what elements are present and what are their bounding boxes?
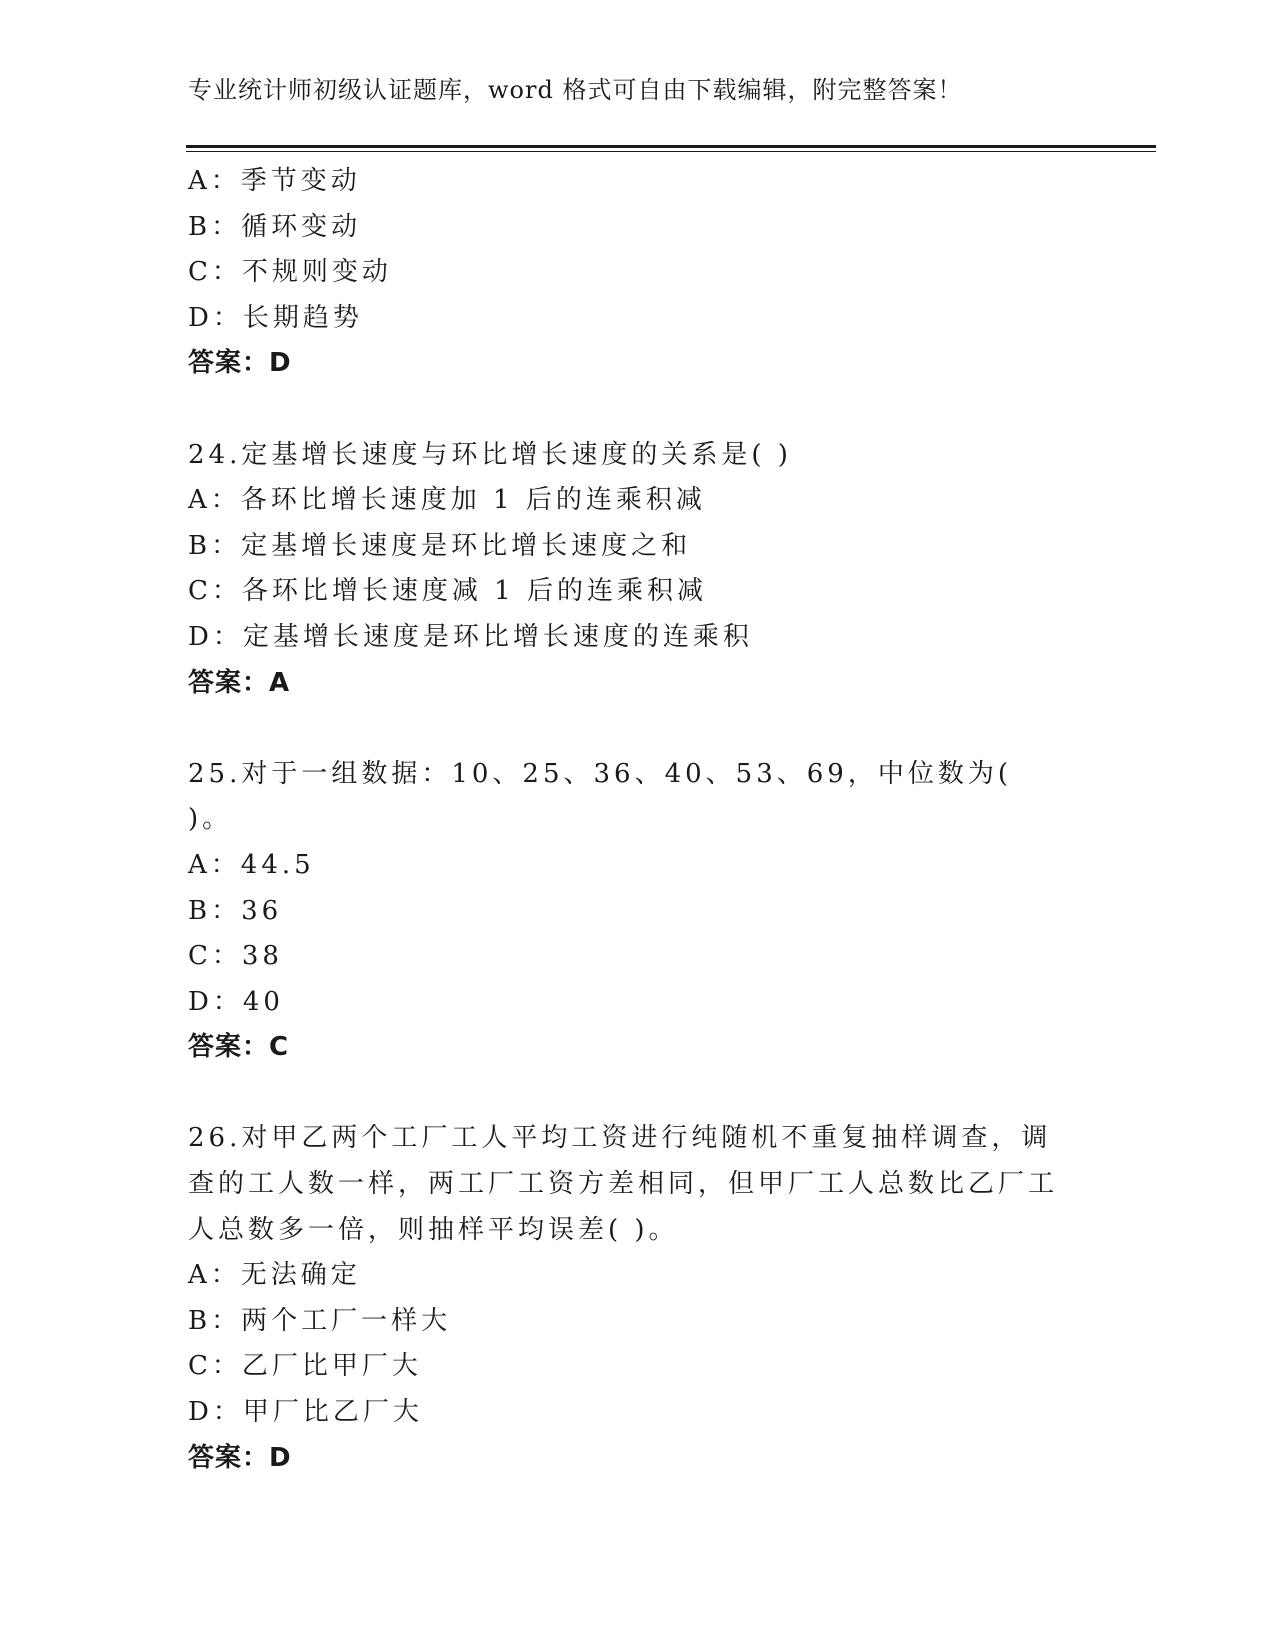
option-b: B：两个工厂一样大 (188, 1305, 452, 1336)
option-c: C：不规则变动 (188, 257, 392, 288)
option-c: C：乙厂比甲厂大 (188, 1351, 422, 1382)
spacer (188, 1071, 1088, 1117)
question-24 (188, 433, 1088, 707)
question-stem: 26.对甲乙两个工厂工人平均工资进行纯随机不重复抽样调查，调查的工人数一样，两工厂工资方差相同，但甲厂工人总数比乙厂工人总数多一倍，则抽样平均误差( )。 (188, 1123, 1059, 1245)
option-b: B：定基增长速度是环比增长速度之和 (188, 530, 692, 561)
answer: 答案：A (188, 667, 291, 698)
question-23 (188, 159, 1088, 387)
question-stem: 24.定基增长速度与环比增长速度的关系是( ) (188, 439, 792, 470)
option-b: B：循环变动 (188, 211, 362, 242)
option-a: A：各环比增长速度加 1 后的连乘积减 (188, 485, 706, 516)
spacer (188, 706, 1088, 752)
option-b: B：36 (188, 895, 283, 926)
question-25 (188, 752, 1088, 1071)
header-rule-thick (186, 145, 1156, 148)
option-d: D：40 (188, 986, 284, 1017)
question-list (188, 159, 1088, 1481)
option-a: A：无法确定 (188, 1260, 361, 1291)
question-26 (188, 1116, 1088, 1481)
page-header: 专业统计师初级认证题库，word 格式可自由下载编辑，附完整答案！ (188, 76, 963, 104)
option-d: D：长期趋势 (188, 302, 363, 333)
answer: 答案：D (188, 348, 292, 379)
option-d: D：甲厂比乙厂大 (188, 1397, 423, 1428)
option-c: C：38 (188, 941, 283, 972)
option-a: A：44.5 (188, 849, 315, 880)
answer: 答案：C (188, 1032, 290, 1063)
answer: 答案：D (188, 1442, 292, 1473)
option-c: C：各环比增长速度减 1 后的连乘积减 (188, 576, 707, 607)
header-rule-thin (186, 151, 1156, 152)
question-stem: 25.对于一组数据：10、25、36、40、53、69，中位数为( )。 (188, 758, 1012, 835)
option-d: D：定基增长速度是环比增长速度的连乘积 (188, 621, 753, 652)
option-a: A：季节变动 (188, 166, 361, 196)
spacer (188, 387, 1088, 433)
